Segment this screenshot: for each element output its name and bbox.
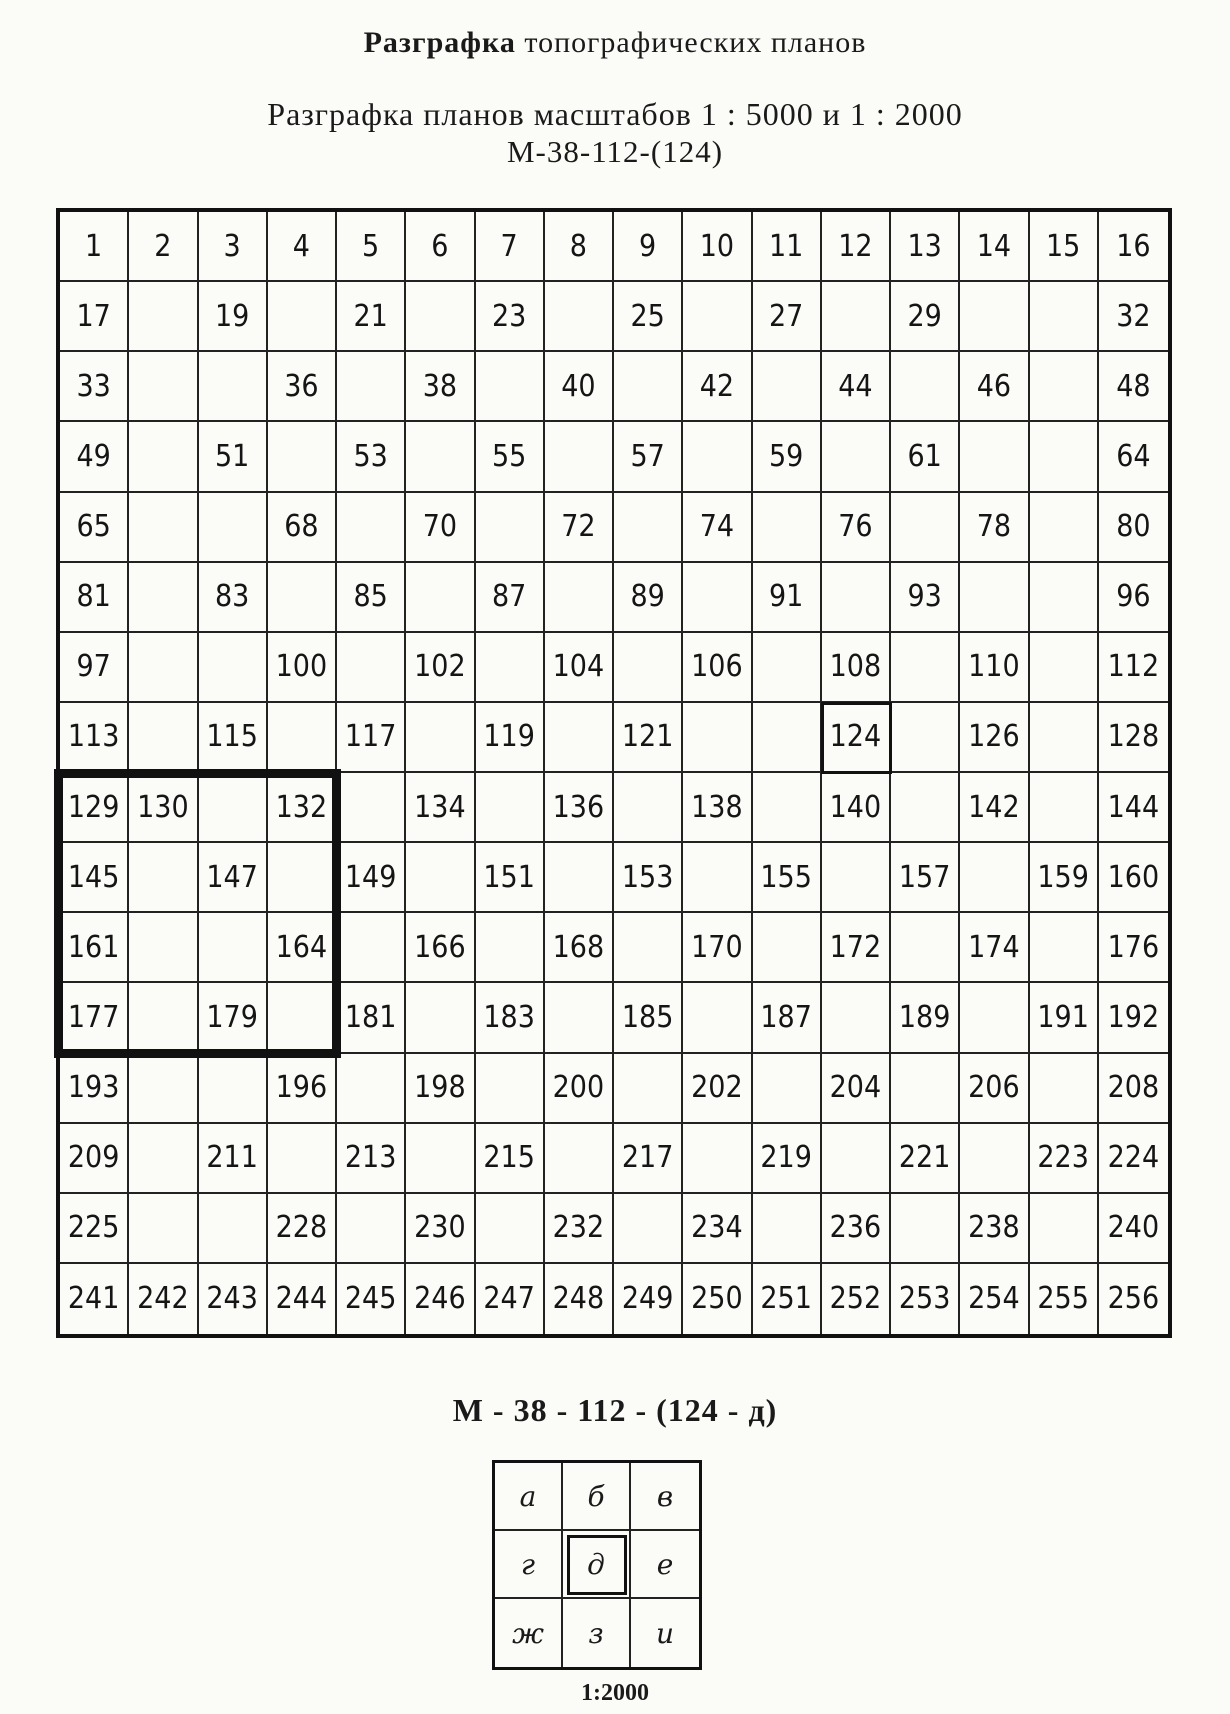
grid-cell xyxy=(891,773,960,843)
grid-cell: 232 xyxy=(545,1194,614,1264)
grid-cell xyxy=(545,703,614,773)
title-bold: Разграфка xyxy=(363,26,516,59)
grid-cell: 1 xyxy=(60,212,129,282)
grid-cell xyxy=(960,1124,1029,1194)
grid-cell xyxy=(129,352,198,422)
grid-cell: 5 xyxy=(337,212,406,282)
grid-cell xyxy=(337,493,406,563)
sub-grid-cell: д xyxy=(563,1531,631,1599)
grid-cell xyxy=(683,843,752,913)
grid-cell: 159 xyxy=(1030,843,1099,913)
grid-cell: 189 xyxy=(891,983,960,1053)
grid-cell xyxy=(683,703,752,773)
grid-cell: 32 xyxy=(1099,282,1168,352)
grid-cell: 59 xyxy=(753,422,822,492)
grid-cell: 225 xyxy=(60,1194,129,1264)
grid-cell: 87 xyxy=(476,563,545,633)
grid-cell: 91 xyxy=(753,563,822,633)
grid-cell xyxy=(891,913,960,983)
grid-cell: 144 xyxy=(1099,773,1168,843)
grid-cell xyxy=(406,843,475,913)
grid-cell xyxy=(683,422,752,492)
grid-cell: 14 xyxy=(960,212,1029,282)
grid-cell: 57 xyxy=(614,422,683,492)
grid-cell xyxy=(129,563,198,633)
grid-cell: 244 xyxy=(268,1264,337,1334)
grid-cell xyxy=(683,563,752,633)
grid-cell xyxy=(545,282,614,352)
grid-cell: 49 xyxy=(60,422,129,492)
grid-cell: 248 xyxy=(545,1264,614,1334)
grid-cell: 7 xyxy=(476,212,545,282)
grid-cell: 256 xyxy=(1107,1281,1160,1317)
grid-cell xyxy=(891,493,960,563)
grid-cell xyxy=(337,913,406,983)
grid-cell xyxy=(268,422,337,492)
grid-cell: 193 xyxy=(60,1054,129,1124)
grid-cell: 17 xyxy=(60,282,129,352)
grid-cell: 213 xyxy=(337,1124,406,1194)
sub-grid-cell: б xyxy=(563,1463,631,1531)
grid-cell xyxy=(614,913,683,983)
grid-cell xyxy=(476,352,545,422)
grid-cell xyxy=(406,422,475,492)
grid-cell xyxy=(199,633,268,703)
grid-cell xyxy=(199,1054,268,1124)
grid-cell: 129 xyxy=(60,773,129,843)
grid-cell: 253 xyxy=(891,1264,960,1334)
grid-cell: 65 xyxy=(60,493,129,563)
grid-cell xyxy=(199,352,268,422)
grid-cell xyxy=(960,282,1029,352)
grid-cell xyxy=(129,282,198,352)
grid-cell: 11 xyxy=(753,212,822,282)
grid-cell: 206 xyxy=(960,1054,1029,1124)
grid-cell xyxy=(822,1124,891,1194)
scale-label: 1:2000 xyxy=(581,1680,649,1706)
grid-cell: 126 xyxy=(960,703,1029,773)
grid-cell xyxy=(960,843,1029,913)
grid-cell xyxy=(1030,352,1099,422)
grid-cell xyxy=(753,703,822,773)
grid-cell: 208 xyxy=(1099,1054,1168,1124)
grid-cell xyxy=(753,773,822,843)
grid-cell xyxy=(891,703,960,773)
grid-cell: 149 xyxy=(337,843,406,913)
grid-cell: 242 xyxy=(129,1264,198,1334)
grid-cell xyxy=(1030,422,1099,492)
grid-cell xyxy=(476,1054,545,1124)
grid-cell xyxy=(753,913,822,983)
grid-cell: 249 xyxy=(614,1264,683,1334)
grid-cell: 21 xyxy=(337,282,406,352)
grid-cell: 204 xyxy=(822,1054,891,1124)
grid-cell: 228 xyxy=(268,1194,337,1264)
grid-cell xyxy=(545,983,614,1053)
grid-cell: 9 xyxy=(614,212,683,282)
grid-cell xyxy=(476,913,545,983)
grid-cell: 104 xyxy=(545,633,614,703)
grid-cell xyxy=(199,493,268,563)
grid-cell: 234 xyxy=(683,1194,752,1264)
title-rest: топографических планов xyxy=(524,26,867,59)
grid-cell xyxy=(129,1124,198,1194)
grid-cell: 42 xyxy=(683,352,752,422)
grid-cell: 172 xyxy=(822,913,891,983)
grid-cell: 254 xyxy=(960,1264,1029,1334)
grid-cell xyxy=(960,422,1029,492)
grid-cell xyxy=(337,1054,406,1124)
grid-cell: 236 xyxy=(822,1194,891,1264)
grid-cell: 38 xyxy=(406,352,475,422)
grid-cell xyxy=(268,983,337,1053)
grid-cell: 181 xyxy=(337,983,406,1053)
grid-cell: 33 xyxy=(60,352,129,422)
grid-cell xyxy=(891,1194,960,1264)
grid-cell xyxy=(614,1194,683,1264)
grid-cell: 185 xyxy=(614,983,683,1053)
grid-cell: 174 xyxy=(960,913,1029,983)
grid-cell: 74 xyxy=(683,493,752,563)
grid-cell xyxy=(476,1194,545,1264)
grid-cell: 183 xyxy=(476,983,545,1053)
grid-cell xyxy=(683,282,752,352)
grid-cell xyxy=(1030,633,1099,703)
grid-cell xyxy=(337,773,406,843)
sub-grid-cell: е xyxy=(631,1531,699,1599)
grid-cell: 230 xyxy=(406,1194,475,1264)
grid-cell: 168 xyxy=(545,913,614,983)
grid-cell: 115 xyxy=(199,703,268,773)
grid-cell xyxy=(683,1124,752,1194)
grid-cell xyxy=(129,1054,198,1124)
grid-cell: 40 xyxy=(545,352,614,422)
grid-cell: 108 xyxy=(822,633,891,703)
grid-cell xyxy=(337,633,406,703)
grid-cell xyxy=(960,563,1029,633)
grid-cell: 6 xyxy=(406,212,475,282)
grid-cell: 245 xyxy=(337,1264,406,1334)
grid-cell: 72 xyxy=(545,493,614,563)
grid-cell: 138 xyxy=(683,773,752,843)
grid-cell: 170 xyxy=(683,913,752,983)
grid-cell: 96 xyxy=(1099,563,1168,633)
grid-cell: 164 xyxy=(268,913,337,983)
grid-cell xyxy=(891,1054,960,1124)
sub-grid-cell: з xyxy=(563,1599,631,1667)
grid-cell: 160 xyxy=(1099,843,1168,913)
sub-grid-cell: и xyxy=(655,1616,675,1650)
grid-cell xyxy=(822,282,891,352)
grid-cell: 93 xyxy=(891,563,960,633)
grid-cell: 252 xyxy=(822,1264,891,1334)
grid-cell: 89 xyxy=(614,563,683,633)
grid-cell xyxy=(960,983,1029,1053)
grid-cell: 247 xyxy=(476,1264,545,1334)
grid-cell: 61 xyxy=(891,422,960,492)
grid-cell xyxy=(822,843,891,913)
grid-cell: 136 xyxy=(545,773,614,843)
grid-cell: 161 xyxy=(60,913,129,983)
grid-cell xyxy=(337,1194,406,1264)
grid-cell: 10 xyxy=(683,212,752,282)
grid-cell xyxy=(753,633,822,703)
grid-cell: 70 xyxy=(406,493,475,563)
grid-cell xyxy=(614,352,683,422)
grid-cell xyxy=(891,633,960,703)
grid-cell: 106 xyxy=(683,633,752,703)
grid-cell xyxy=(199,773,268,843)
grid-cell: 113 xyxy=(60,703,129,773)
grid-cell: 134 xyxy=(406,773,475,843)
grid-cell: 217 xyxy=(614,1124,683,1194)
grid-cell xyxy=(129,1194,198,1264)
grid-cell: 64 xyxy=(1099,422,1168,492)
grid-cell xyxy=(822,563,891,633)
grid-cell xyxy=(268,843,337,913)
grid-cell: 121 xyxy=(614,703,683,773)
grid-cell xyxy=(1030,563,1099,633)
grid-cell: 211 xyxy=(199,1124,268,1194)
grid-cell xyxy=(545,422,614,492)
grid-cell: 76 xyxy=(822,493,891,563)
grid-cell xyxy=(1030,1194,1099,1264)
grid-cell xyxy=(406,983,475,1053)
grid-cell: 36 xyxy=(268,352,337,422)
grid-cell: 19 xyxy=(199,282,268,352)
sub-grid-cell: в xyxy=(631,1463,699,1531)
grid-cell: 241 xyxy=(60,1264,129,1334)
grid-cell xyxy=(545,563,614,633)
page-title xyxy=(0,26,1230,60)
grid-cell xyxy=(753,1194,822,1264)
grid-cell: 243 xyxy=(199,1264,268,1334)
grid-cell: 246 xyxy=(406,1264,475,1334)
grid-cell: 55 xyxy=(476,422,545,492)
grid-cell xyxy=(406,1124,475,1194)
grid-cell: 176 xyxy=(1099,913,1168,983)
grid-cell xyxy=(891,352,960,422)
grid-cell: 2 xyxy=(129,212,198,282)
grid-cell: 255 xyxy=(1030,1264,1099,1334)
grid-cell: 191 xyxy=(1030,983,1099,1053)
sub-grid-title: М - 38 - 112 - (124 - д) xyxy=(452,1392,778,1428)
sub-grid-cell: г xyxy=(495,1531,563,1599)
grid-cell xyxy=(406,282,475,352)
grid-cell: 142 xyxy=(960,773,1029,843)
grid-cell: 44 xyxy=(822,352,891,422)
grid-cell: 147 xyxy=(199,843,268,913)
grid-cell: 240 xyxy=(1099,1194,1168,1264)
grid-cell: 85 xyxy=(337,563,406,633)
grid-cell xyxy=(406,563,475,633)
grid-cell xyxy=(614,493,683,563)
grid-cell: 130 xyxy=(129,773,198,843)
sub-grid-cell: ж xyxy=(495,1599,563,1667)
grid-cell: 117 xyxy=(337,703,406,773)
sub-grid-cell: а xyxy=(495,1463,563,1531)
grid-cell xyxy=(1030,703,1099,773)
grid-cell: 83 xyxy=(199,563,268,633)
grid-cell: 192 xyxy=(1099,983,1168,1053)
grid-cell: 166 xyxy=(406,913,475,983)
grid-cell: 80 xyxy=(1099,493,1168,563)
grid-cell xyxy=(129,493,198,563)
grid-cell: 12 xyxy=(822,212,891,282)
grid-cell xyxy=(545,1124,614,1194)
grid-cell xyxy=(683,983,752,1053)
grid-cell xyxy=(1030,913,1099,983)
grid-cell: 198 xyxy=(406,1054,475,1124)
grid-cell: 4 xyxy=(268,212,337,282)
grid-cell: 29 xyxy=(891,282,960,352)
grid-cell xyxy=(199,1194,268,1264)
grid-cell xyxy=(129,983,198,1053)
grid-cell: 51 xyxy=(199,422,268,492)
grid-cell: 78 xyxy=(960,493,1029,563)
grid-cell: 97 xyxy=(60,633,129,703)
grid-cell xyxy=(1030,1054,1099,1124)
grid-cell: 100 xyxy=(268,633,337,703)
grid-cell: 15 xyxy=(1030,212,1099,282)
grid-cell xyxy=(268,703,337,773)
grid-cell xyxy=(822,422,891,492)
grid-cell xyxy=(545,843,614,913)
grid-cell xyxy=(268,282,337,352)
grid-cell xyxy=(1030,773,1099,843)
grid-cell: 238 xyxy=(960,1194,1029,1264)
grid-cell xyxy=(614,773,683,843)
grid-cell xyxy=(1030,282,1099,352)
sub-grid xyxy=(492,1460,702,1670)
grid-cell: 187 xyxy=(753,983,822,1053)
grid-cell xyxy=(337,352,406,422)
grid-cell xyxy=(129,633,198,703)
grid-cell: 27 xyxy=(753,282,822,352)
grid-cell: 153 xyxy=(614,843,683,913)
grid-cell: 112 xyxy=(1099,633,1168,703)
grid-cell: 3 xyxy=(199,212,268,282)
grid-cell xyxy=(614,633,683,703)
grid-cell: 102 xyxy=(406,633,475,703)
grid-cell: 209 xyxy=(60,1124,129,1194)
grid-cell: 68 xyxy=(268,493,337,563)
grid-cell: 219 xyxy=(753,1124,822,1194)
grid-cell: 202 xyxy=(683,1054,752,1124)
grid-cell: 179 xyxy=(199,983,268,1053)
grid-cell xyxy=(476,493,545,563)
grid-cell: 16 xyxy=(1099,212,1168,282)
grid-cell: 250 xyxy=(683,1264,752,1334)
grid-cell xyxy=(199,913,268,983)
grid-cell: 46 xyxy=(960,352,1029,422)
grid-cell xyxy=(268,563,337,633)
grid-cell xyxy=(614,1054,683,1124)
grid-cell: 119 xyxy=(476,703,545,773)
grid-cell xyxy=(753,352,822,422)
grid-cell xyxy=(129,422,198,492)
grid-cell xyxy=(1030,493,1099,563)
grid-cell: 25 xyxy=(614,282,683,352)
grid-cell xyxy=(268,1124,337,1194)
grid-cell: 8 xyxy=(545,212,614,282)
grid-cell xyxy=(129,843,198,913)
grid-cell: 177 xyxy=(60,983,129,1053)
grid-cell xyxy=(476,633,545,703)
grid-cell: 215 xyxy=(476,1124,545,1194)
grid-cell: 151 xyxy=(476,843,545,913)
grid-cell: 132 xyxy=(268,773,337,843)
grid-cell: 53 xyxy=(337,422,406,492)
grid-cell xyxy=(406,703,475,773)
grid-cell xyxy=(476,773,545,843)
grid-cell: 81 xyxy=(60,563,129,633)
grid-cell: 128 xyxy=(1099,703,1168,773)
grid-cell xyxy=(129,913,198,983)
grid-cell xyxy=(753,493,822,563)
grid-cell: 224 xyxy=(1099,1124,1168,1194)
grid-cell: 221 xyxy=(891,1124,960,1194)
grid-cell: 157 xyxy=(891,843,960,913)
grid-cell: 155 xyxy=(753,843,822,913)
grid-cell: 145 xyxy=(60,843,129,913)
grid-cell: 140 xyxy=(822,773,891,843)
grid-cell: 251 xyxy=(753,1264,822,1334)
grid-cell: 23 xyxy=(476,282,545,352)
grid-cell: 48 xyxy=(1099,352,1168,422)
grid-cell: 124 xyxy=(822,703,891,773)
grid-cell: 223 xyxy=(1030,1124,1099,1194)
grid-cell xyxy=(822,983,891,1053)
subtitle: Разграфка планов масштабов 1 : 5000 и 1 : 2000 xyxy=(267,96,963,132)
grid-cell xyxy=(129,703,198,773)
grid-cell: 110 xyxy=(960,633,1029,703)
grid-cell xyxy=(753,1054,822,1124)
grid-cell: 200 xyxy=(545,1054,614,1124)
grid-cell: 13 xyxy=(891,212,960,282)
sheet-code: М-38-112-(124) xyxy=(506,134,724,169)
main-grid xyxy=(56,208,1172,1338)
grid-cell: 196 xyxy=(268,1054,337,1124)
